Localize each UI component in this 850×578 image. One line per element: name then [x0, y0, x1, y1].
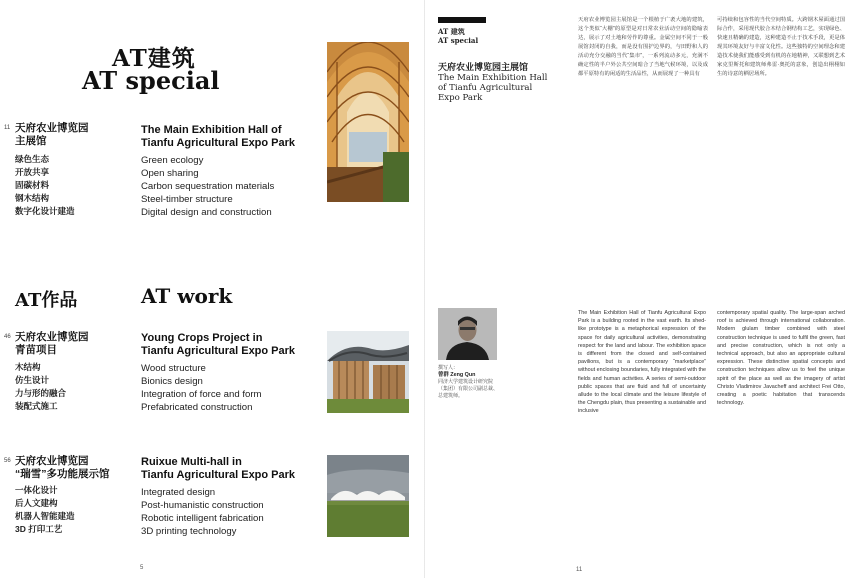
project-tags-en: Wood structure Bionics design Integration of force and form Prefabricated construction — [141, 363, 262, 413]
section-header-en: AT special — [82, 66, 220, 95]
project-tags-cn: 木结构 仿生设计 力与形的融合 装配式施工 — [15, 362, 67, 411]
author-portrait — [438, 308, 497, 360]
project-title-cn[interactable]: 天府农业博览园 青苗项目 — [15, 331, 89, 356]
section-marker-bar — [438, 17, 486, 23]
project-page-number: 56 — [4, 458, 11, 464]
page-number: 5 — [140, 565, 144, 571]
young-crops-photo — [327, 331, 409, 413]
works-header-cn: AT作品 — [15, 290, 78, 311]
project-title-en[interactable]: The Main Exhibition Hall of Tianfu Agricultural Expo Park — [141, 124, 296, 149]
article-body-cn: 天府农业博览园主展馆是一个根植于广袤大地的建筑，这个类似“大棚”的原型是对日常农业活动空间的隐喻表达，展示了对土地和劳作的尊重。金属空间不同于一般展馆封闭的自我，而是没有围护边界的，与田野和人的活动充分交融的当代“集市”，一系列流动多元，充满不确定性的半户外公共空间暗合了当地气候环境，以及成都平原特有的闲适的生活品性，从而展现了一种具有 — [578, 17, 708, 77]
project-title-cn[interactable]: 天府农业博览园 “瑞雪”多功能展示馆 — [15, 455, 110, 480]
project-page-number: 46 — [4, 334, 11, 340]
works-header-en: AT work — [141, 284, 233, 308]
project-title-cn[interactable]: 天府农业博览园 主展馆 — [15, 122, 89, 147]
section-label: AT 建筑 AT special — [438, 27, 479, 45]
author-caption: 撰写人： 曾群 Zeng Qun 同济大学建筑设计研究院（集团）有限公司副总裁、总建筑师。 — [438, 365, 499, 399]
project-tags-en: Green ecology Open sharing Carbon sequestration materials Steel-timber structure Digital design and construction — [141, 155, 275, 218]
project-title-en[interactable]: Ruixue Multi-hall in Tianfu Agricultural Expo Park — [141, 456, 296, 481]
ruixue-hall-photo — [327, 455, 409, 537]
article-title: 天府农业博览园主展馆 The Main Exhibition Hall of Tianfu Agricultural Expo Park — [438, 63, 548, 103]
project-tags-cn: 一体化设计 后人文建构 机器人智能建造 3D 打印工艺 — [15, 485, 75, 534]
page-number: 11 — [576, 567, 583, 573]
article-body-en: The Main Exhibition Hall of Tianfu Agricultural Expo Park is a building rooted in the vast earth. Its shed-like prototype is a metaphorical expression of the space for daily agricultural activities, demonstrating respect for the land and labour. The exhibition space is different from the closed and self-contained pavilions, but is a contemporary “marketplace” without enclosing boundaries, fully integrated with the fields and human activities. A series of semi-outdoor public spaces that are fluid and full of uncertainty allude to the local climate and the leisure lifestyle of the Chengdu plain, thus presenting a sustainable and inclusive — [578, 310, 706, 415]
timber-arch-photo — [327, 42, 409, 202]
article-body-en: contemporary spatial quality. The large-span arched roof is achieved through international collaboration. Modern glulam timber combined with steel construction technique is used to fulfil the green, fast and precise construction, which is not only a technical approach, but also an appropriate cultural expression. These distinctive spatial concepts and construction techniques allow us to feel the unique spirit of the place as well as the imagery of artist Christo Vladimirov Javacheff and architect Frei Otto, creating a poetic habitation that transcends technology. — [717, 310, 845, 407]
project-tags-en: Integrated design Post-humanistic construction Robotic intelligent fabrication 3D printing technology — [141, 487, 264, 537]
section-header-cn: AT建筑 — [112, 45, 196, 72]
project-title-en[interactable]: Young Crops Project in Tianfu Agricultural Expo Park — [141, 332, 296, 357]
project-tags-cn: 绿色生态 开放共享 固碳材料 钢木结构 数字化设计建造 — [15, 154, 75, 216]
project-page-number: 11 — [4, 125, 11, 131]
article-body-cn: 可持续和包容性的当代空间特质。大跨钢木屋面通过国际合作，采用现代胶合木结合钢结构工艺，实现绿色、快速且精确的建造，这种建造不止于技术手段，更是体现其环境友好与丰富文化性。这些独特的空间理念和建造技术使我们能感受到有机的在地精神，又联想到艺术家克里斯托和建筑师弗雷·奥托的意象，创造出栩栩如生的诗意的栖居场所。 — [717, 17, 845, 77]
